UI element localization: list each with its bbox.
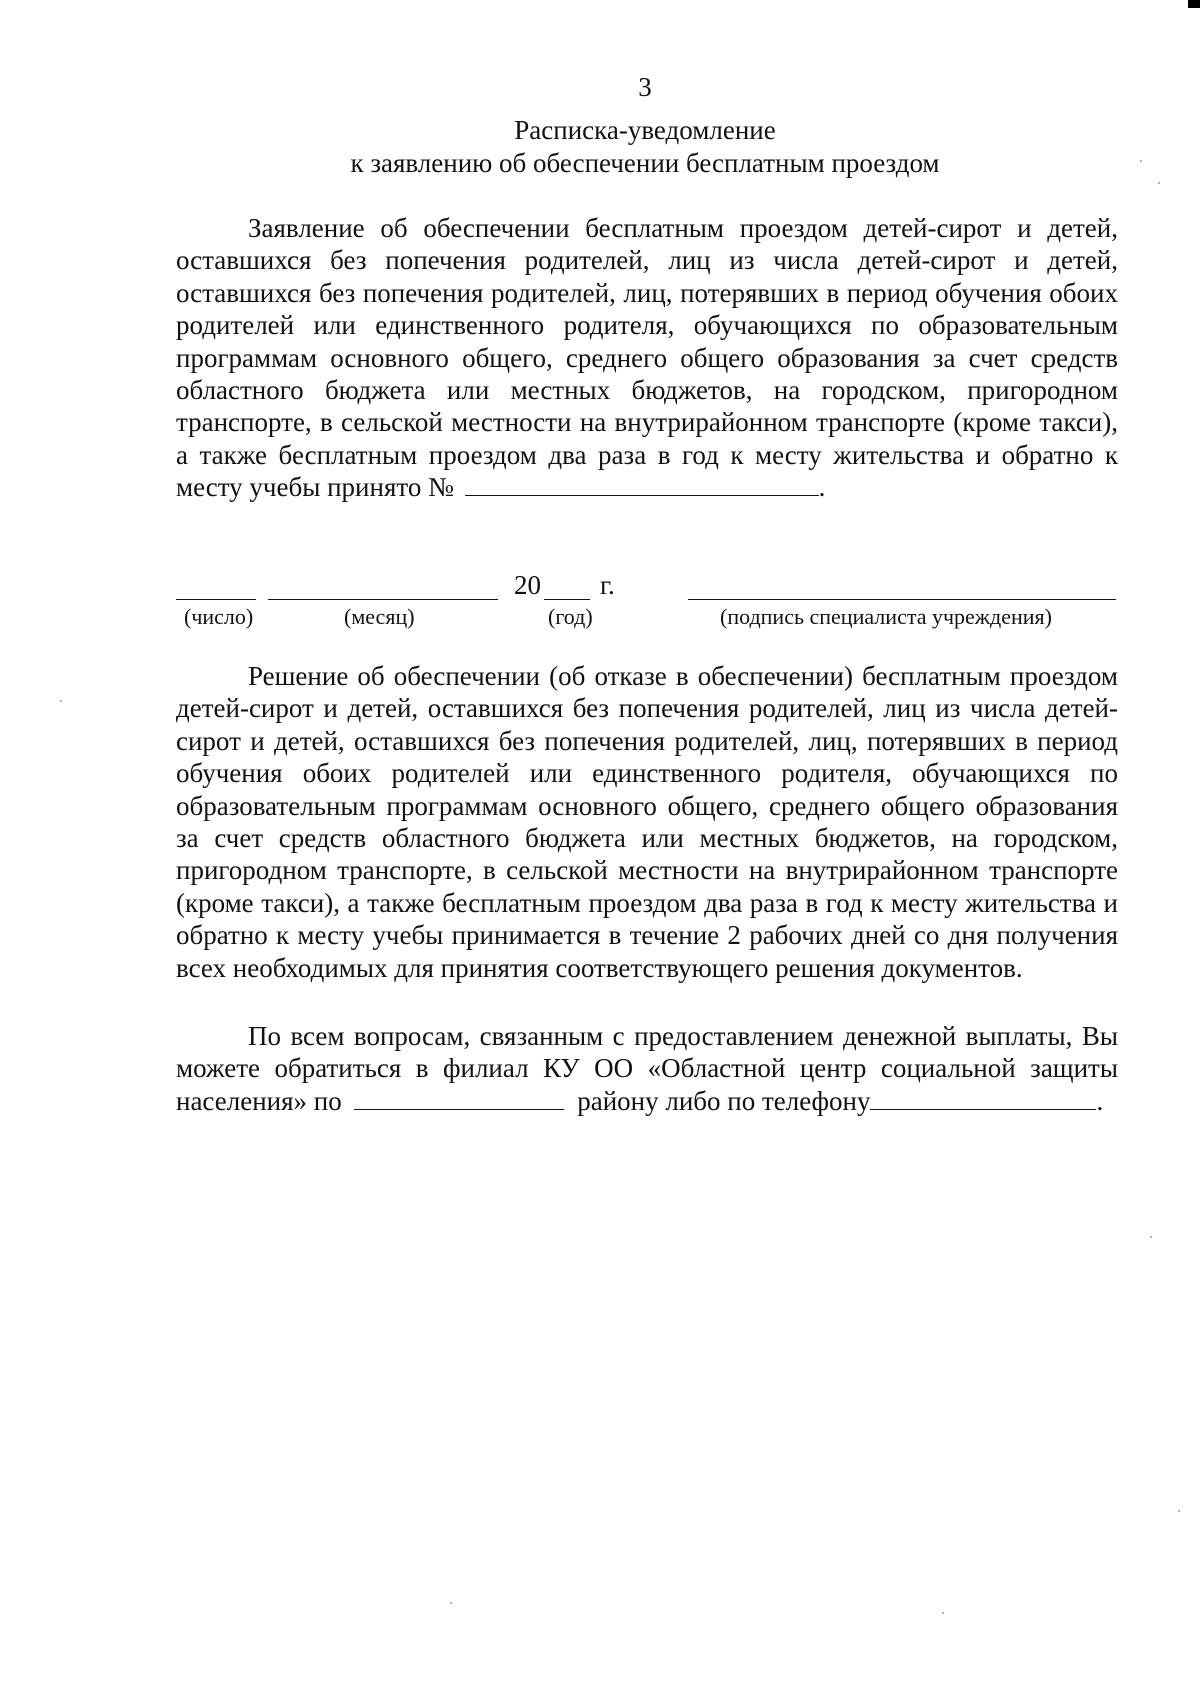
scan-speck <box>1150 1236 1152 1238</box>
scan-speck <box>60 700 62 702</box>
scan-speck <box>1140 160 1142 162</box>
contact-end-mark: . <box>1096 1085 1104 1116</box>
year-suffix: г. <box>600 570 615 600</box>
application-number-blank[interactable] <box>465 471 819 496</box>
decision-text: Решение об обеспечении (об отказе в обеспечении) бесплатным проездом детей-сирот и детей, оставшихся без попечения родителей, лиц из числа детей-сирот и детей, оставшихся без попечения родителей, лиц, потерявших в период обучения обоих родителей или единственного родителя, обучающихся по образовательным программам основного общего, среднего общего образования за счет средств областного бюджета или местных бюджетов, на городском, пригородном транспорте, в сельской местности на внутрирайонном транспорте (кроме такси), а также бесплатным проездом два раза в год к месту жительства и обратно к месту учебы принимается в течение 2 рабочих дней со дня получения всех необходимых для принятия соответствующего решения документов. <box>176 661 1118 983</box>
day-blank[interactable] <box>176 598 256 600</box>
application-text: Заявление об обеспечении бесплатным проездом детей-сирот и детей, оставшихся без попечения родителей, лиц из числа детей-сирот и детей, оставшихся без попечения родителей, лиц, потерявших в период обучения обоих родителей или единственного родителя, обучающихся по образовательным программам основного общего, среднего общего образования за счет средств областного бюджета или местных бюджетов, на городском, пригородном транспорте, в сельской местности на внутрирайонном транспорте (кроме такси), а также бесплатным проездом два раза в год к месту жительства и обратно к месту учебы принято <box>176 213 1118 503</box>
application-paragraph <box>176 212 1118 504</box>
scan-speck <box>942 1612 944 1614</box>
signature-blank[interactable] <box>688 598 1116 600</box>
scan-speck <box>1158 182 1160 184</box>
document-title <box>170 114 1120 180</box>
year-prefix: 20 <box>514 570 541 600</box>
number-sign: № <box>428 472 454 503</box>
scan-corner-mark <box>1188 0 1200 8</box>
phone-blank[interactable] <box>870 1085 1096 1110</box>
contact-text-after: району либо по телефону <box>577 1085 871 1116</box>
year-blank[interactable] <box>544 598 590 600</box>
contact-text-before: По всем вопросам, связанным с предоставлением денежной выплаты, Вы можете обратиться в филиал КУ ОО «Областной центр социальной защиты населения» по <box>176 1021 1118 1116</box>
scan-speck <box>450 1602 452 1604</box>
title-line-2: к заявлению об обеспечении бесплатным проездом <box>350 148 940 178</box>
month-blank[interactable] <box>268 598 498 600</box>
page-number: 3 <box>638 72 652 102</box>
caption-year: (год) <box>548 604 593 629</box>
decision-paragraph <box>176 660 1118 984</box>
caption-signature: (подпись специалиста учреждения) <box>720 604 1052 629</box>
scan-speck <box>1178 1510 1180 1512</box>
title-line-1: Расписка-уведомление <box>514 115 776 145</box>
caption-day: (число) <box>184 604 254 629</box>
caption-month: (месяц) <box>344 604 415 629</box>
district-blank[interactable] <box>354 1085 564 1110</box>
application-end-mark: . <box>818 472 826 503</box>
contact-paragraph <box>176 1020 1118 1117</box>
